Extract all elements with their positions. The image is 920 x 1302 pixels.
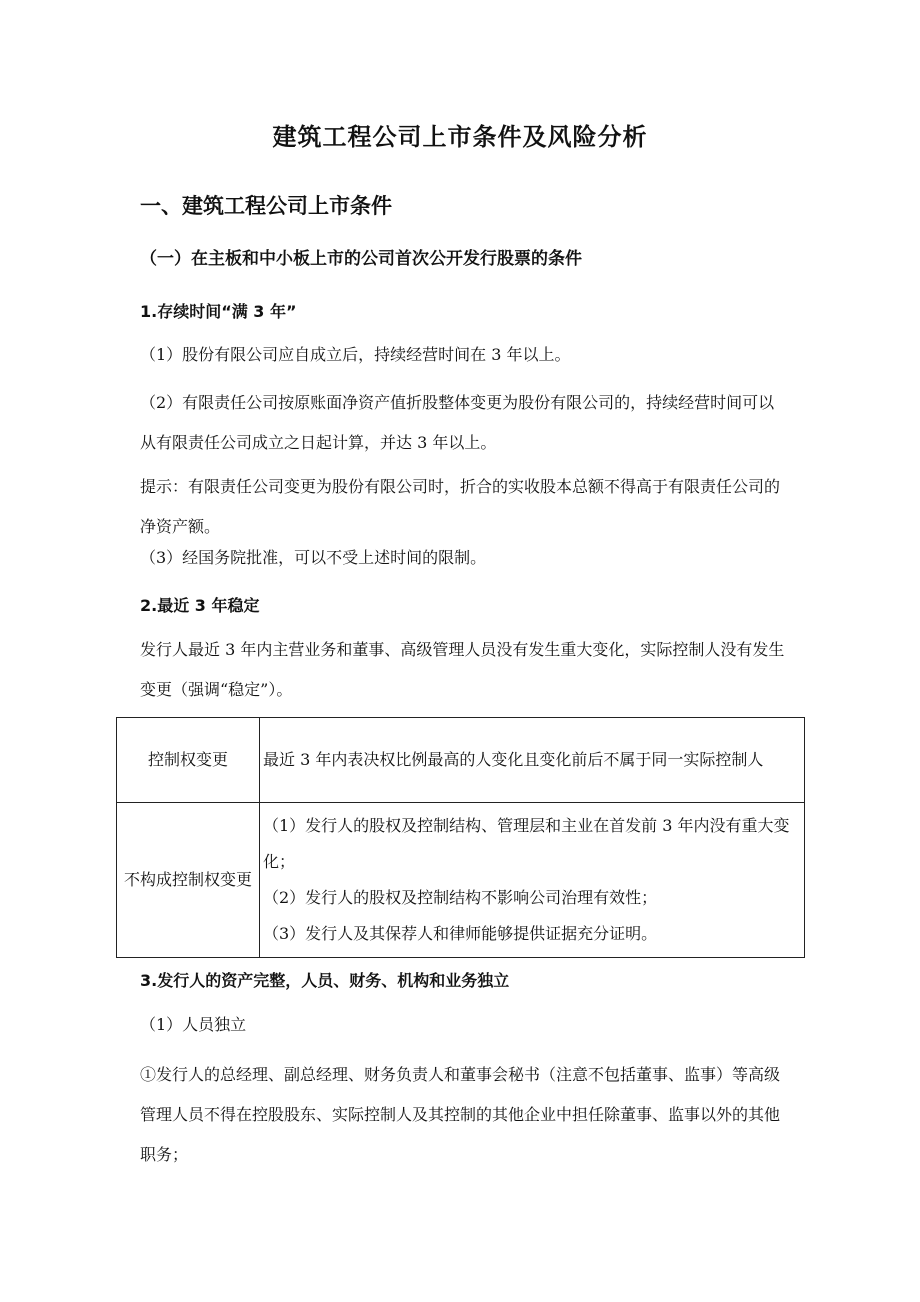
item-heading-duration: 1.存续时间“满 3 年” (140, 302, 297, 321)
paragraph-tip: 提示：有限责任公司变更为股份有限公司时，折合的实收股本总额不得高于有限责任公司的净资产额。 (140, 477, 781, 536)
subsection-heading: （一）在主板和中小板上市的公司首次公开发行股票的条件 (140, 249, 582, 269)
paragraph-duration-2: （2）有限责任公司按原账面净资产值折股整体变更为股份有限公司的，持续经营时间可以从有限责任公司成立之日起计算，并达 3 年以上。 (140, 393, 775, 452)
document-title: 建筑工程公司上市条件及风险分析 (272, 123, 648, 151)
paragraph-personnel-independence: （1）人员独立 (140, 1015, 247, 1034)
paragraph-duration-3: （3）经国务院批准，可以不受上述时间的限制。 (140, 548, 487, 567)
paragraph-stability: 发行人最近 3 年内主营业务和董事、高级管理人员没有发生重大变化，实际控制人没有发生变更（强调“稳定”）。 (140, 640, 785, 699)
section-heading: 一、建筑工程公司上市条件 (140, 194, 392, 218)
table-line: （2）发行人的股权及控制结构不影响公司治理有效性； (263, 888, 658, 907)
table-line: （1）发行人的股权及控制结构、管理层和主业在首发前 3 年内没有重大变化； (263, 816, 790, 871)
table-row (117, 803, 805, 958)
paragraph-duration-1: （1）股份有限公司应自成立后，持续经营时间在 3 年以上。 (140, 345, 571, 364)
control-change-table (116, 717, 805, 958)
table-row (117, 718, 805, 803)
table-content-control-change: 最近 3 年内表决权比例最高的人变化且变化前后不属于同一实际控制人 (260, 718, 805, 803)
item-heading-stability: 2.最近 3 年稳定 (140, 596, 260, 615)
table-label-control-change: 控制权变更 (117, 718, 260, 803)
table-content-no-control-change (260, 803, 805, 958)
item-heading-independence: 3.发行人的资产完整，人员、财务、机构和业务独立 (140, 971, 510, 990)
table-line: （3）发行人及其保荐人和律师能够提供证据充分证明。 (263, 924, 658, 943)
table-label-no-control-change: 不构成控制权变更 (117, 803, 260, 958)
paragraph-personnel-rule: ①发行人的总经理、副总经理、财务负责人和董事会秘书（注意不包括董事、监事）等高级管理人员不得在控股股东、实际控制人及其控制的其他企业中担任除董事、监事以外的其他职务； (140, 1065, 781, 1164)
